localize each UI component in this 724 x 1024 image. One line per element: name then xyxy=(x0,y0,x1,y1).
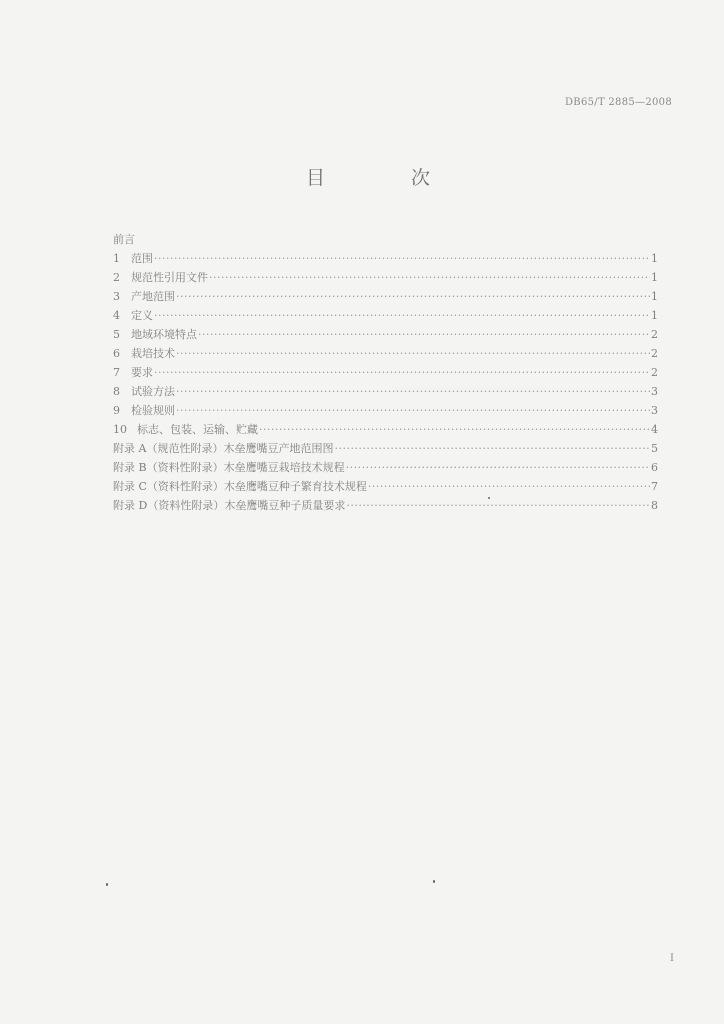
toc-entry-page: 2 xyxy=(651,366,658,379)
toc-entry xyxy=(113,420,658,439)
toc-entry-label: 附录 C（资料性附录）木垒鹰嘴豆种子繁育技术规程 xyxy=(113,480,367,493)
toc-entry-label: 附录 A（规范性附录）木垒鹰嘴豆产地范围图 xyxy=(113,442,334,455)
toc-leader-dots xyxy=(259,420,650,439)
toc-entry xyxy=(113,344,658,363)
toc-entry xyxy=(113,287,658,306)
toc-entry-number: 1 xyxy=(113,252,120,265)
toc-entry-label: 规范性引用文件 xyxy=(131,271,208,284)
toc-entry-label: 地域环境特点 xyxy=(131,328,197,341)
toc-entry-number: 4 xyxy=(113,309,120,322)
toc-entry-page: 3 xyxy=(651,385,658,398)
toc-entry xyxy=(113,401,658,420)
toc-appendix-entry xyxy=(113,439,658,458)
toc-leader-dots xyxy=(346,458,650,477)
toc-appendix-entry xyxy=(113,496,658,515)
toc-entry-label: 附录 B（资料性附录）木垒鹰嘴豆栽培技术规程 xyxy=(113,461,345,474)
toc-entry-page: 1 xyxy=(651,271,658,284)
toc-entry-label: 定义 xyxy=(131,309,153,322)
toc-entry-page: 3 xyxy=(651,404,658,417)
toc-appendix-entry xyxy=(113,477,658,496)
toc-entry-page: 8 xyxy=(651,499,658,512)
document-code: DB65/T 2885—2008 xyxy=(564,97,672,108)
toc-leader-dots xyxy=(198,325,650,344)
toc-leader-dots xyxy=(346,496,650,515)
scan-speck xyxy=(488,497,490,499)
toc-entry-number: 9 xyxy=(113,404,120,417)
toc-entry xyxy=(113,249,658,268)
toc-leader-dots xyxy=(334,439,650,458)
toc-entry-number: 6 xyxy=(113,347,120,360)
toc-appendix-entry xyxy=(113,458,658,477)
toc-entry-number: 8 xyxy=(113,385,120,398)
toc-leader-dots xyxy=(368,477,650,496)
toc-entry-page: 2 xyxy=(651,328,658,341)
toc-entry-number: 2 xyxy=(113,271,120,284)
toc-preface-entry: 前言 xyxy=(113,233,135,246)
toc-leader-dots xyxy=(176,401,650,420)
page-number: I xyxy=(670,953,674,964)
toc-entry-page: 7 xyxy=(651,480,658,493)
toc-entry xyxy=(113,363,658,382)
toc-leader-dots xyxy=(154,249,650,268)
toc-entry xyxy=(113,325,658,344)
toc-entry-page: 2 xyxy=(651,347,658,360)
toc-leader-dots xyxy=(154,306,650,325)
toc-entry-number: 3 xyxy=(113,290,120,303)
toc-entry-label: 附录 D（资料性附录）木垒鹰嘴豆种子质量要求 xyxy=(113,499,346,512)
toc-entry-page: 1 xyxy=(651,252,658,265)
toc-entry-label: 要求 xyxy=(131,366,153,379)
toc-entry-page: 6 xyxy=(651,461,658,474)
toc-leader-dots xyxy=(176,382,650,401)
toc-entry-page: 4 xyxy=(651,423,658,436)
toc-entry-number: 5 xyxy=(113,328,120,341)
toc-leader-dots xyxy=(176,344,650,363)
scan-speck xyxy=(433,880,435,883)
toc-entry-label: 检验规则 xyxy=(131,404,175,417)
toc-entry-page: 5 xyxy=(651,442,658,455)
toc-entry-number: 10 xyxy=(113,423,127,436)
toc-entry-label: 产地范围 xyxy=(131,290,175,303)
table-of-contents xyxy=(113,230,658,515)
toc-leader-dots xyxy=(154,363,650,382)
toc-leader-dots xyxy=(176,287,650,306)
toc-entry-label: 试验方法 xyxy=(131,385,175,398)
toc-entry xyxy=(113,268,658,287)
toc-leader-dots xyxy=(209,268,650,287)
toc-entry-page: 1 xyxy=(651,290,658,303)
toc-entry xyxy=(113,382,658,401)
toc-entry-label: 栽培技术 xyxy=(131,347,175,360)
toc-entry-page: 1 xyxy=(651,309,658,322)
page-title: 目 次 xyxy=(305,167,471,189)
toc-entry xyxy=(113,306,658,325)
toc-entry-label: 范围 xyxy=(131,252,153,265)
toc-entry-label: 标志、包装、运输、贮藏 xyxy=(137,423,258,436)
toc-entry-number: 7 xyxy=(113,366,120,379)
scan-speck xyxy=(106,883,108,886)
